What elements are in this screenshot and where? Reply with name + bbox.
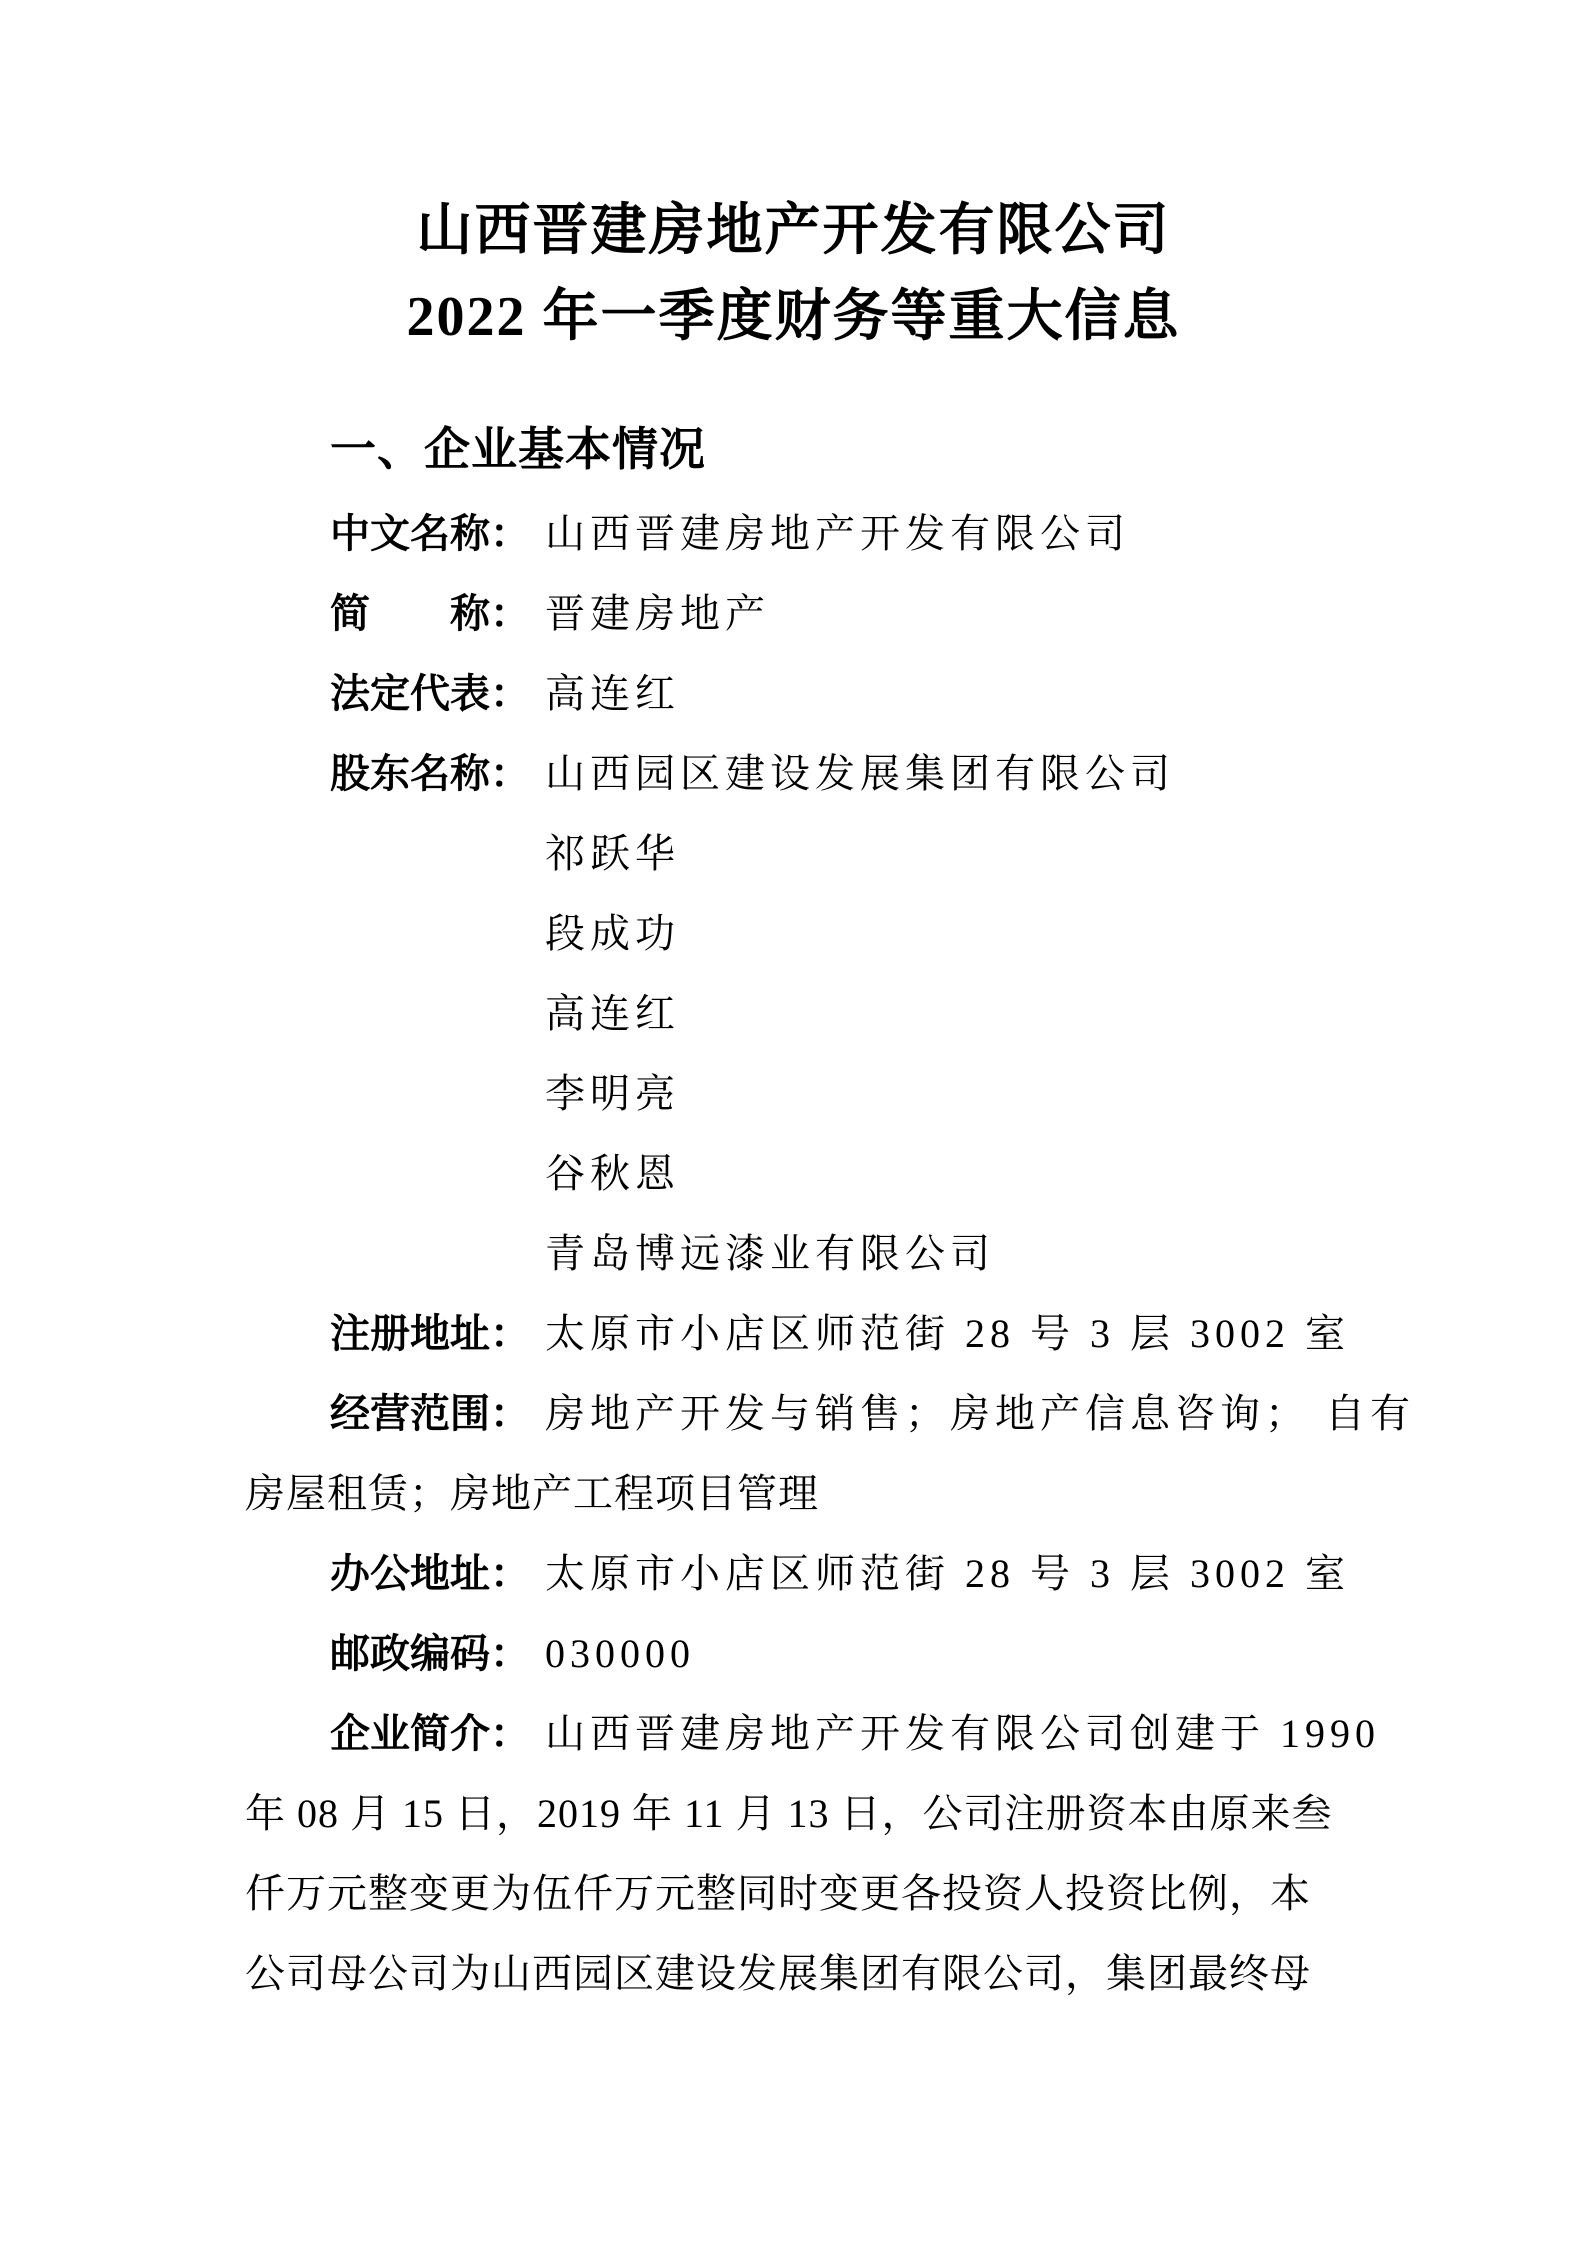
field-value: 晋建房地产 [545,591,770,636]
row-business-scope [0,1374,1587,1454]
shareholder-name-item [0,814,1587,894]
shareholder-name-item [0,974,1587,1054]
field-label: 注册地址： [330,1311,530,1356]
row-company-profile [0,1694,1587,1774]
field-value: 太原市小店区师范街 28 号 3 层 3002 室 [545,1551,1350,1596]
field-label: 办公地址： [330,1551,530,1596]
row-chinese-name [0,494,1587,574]
row-business-scope-continuation [0,1454,1587,1534]
document-title-line1: 山西晋建房地产开发有限公司 [416,200,1171,262]
row-registered-address [0,1294,1587,1374]
field-value: 段成功 [545,911,680,956]
row-short-name [0,574,1587,654]
field-label: 经营范围： [330,1391,530,1436]
field-value: 谷秋恩 [545,1151,680,1196]
document-body [0,494,1587,2014]
shareholder-name-item [0,1214,1587,1294]
section-heading-basic-info: 一、企业基本情况 [330,423,706,475]
shareholder-name-item [0,1054,1587,1134]
row-profile-continuation-3 [0,1934,1587,2014]
field-value: 山西园区建设发展集团有限公司 [545,751,1175,796]
field-value: 山西晋建房地产开发有限公司创建于 1990 [545,1711,1380,1756]
field-value: 仟万元整变更为伍仟万元整同时变更各投资人投资比例，本 [245,1871,1311,1916]
row-legal-representative [0,654,1587,734]
document-title-line2: 2022 年一季度财务等重大信息 [406,286,1181,348]
row-office-address [0,1534,1587,1614]
field-label: 股东名称： [330,751,530,796]
field-value: 太原市小店区师范街 28 号 3 层 3002 室 [545,1311,1350,1356]
field-label: 简 称： [330,591,530,636]
field-label: 企业简介： [330,1711,530,1756]
row-profile-continuation-1 [0,1774,1587,1854]
field-label: 法定代表： [330,671,530,716]
field-value: 祁跃华 [545,831,680,876]
field-label: 邮政编码： [330,1631,530,1676]
field-value: 030000 [545,1631,695,1676]
shareholder-name-item [0,1134,1587,1214]
field-value: 公司母公司为山西园区建设发展集团有限公司，集团最终母 [245,1951,1311,1996]
field-value: 房地产开发与销售；房地产信息咨询； 自有 [545,1391,1415,1436]
row-shareholder-names [0,734,1587,814]
field-label: 中文名称： [330,511,530,556]
field-value: 房屋租赁；房地产工程项目管理 [245,1471,819,1516]
shareholder-name-item [0,894,1587,974]
field-value: 李明亮 [545,1071,680,1116]
field-value: 高连红 [545,991,680,1036]
field-value: 年 08 月 15 日，2019 年 11 月 13 日，公司注册资本由原来叁 [245,1791,1333,1836]
field-value: 山西晋建房地产开发有限公司 [545,511,1130,556]
row-postal-code [0,1614,1587,1694]
field-value: 高连红 [545,671,680,716]
row-profile-continuation-2 [0,1854,1587,1934]
field-value: 青岛博远漆业有限公司 [545,1231,995,1276]
